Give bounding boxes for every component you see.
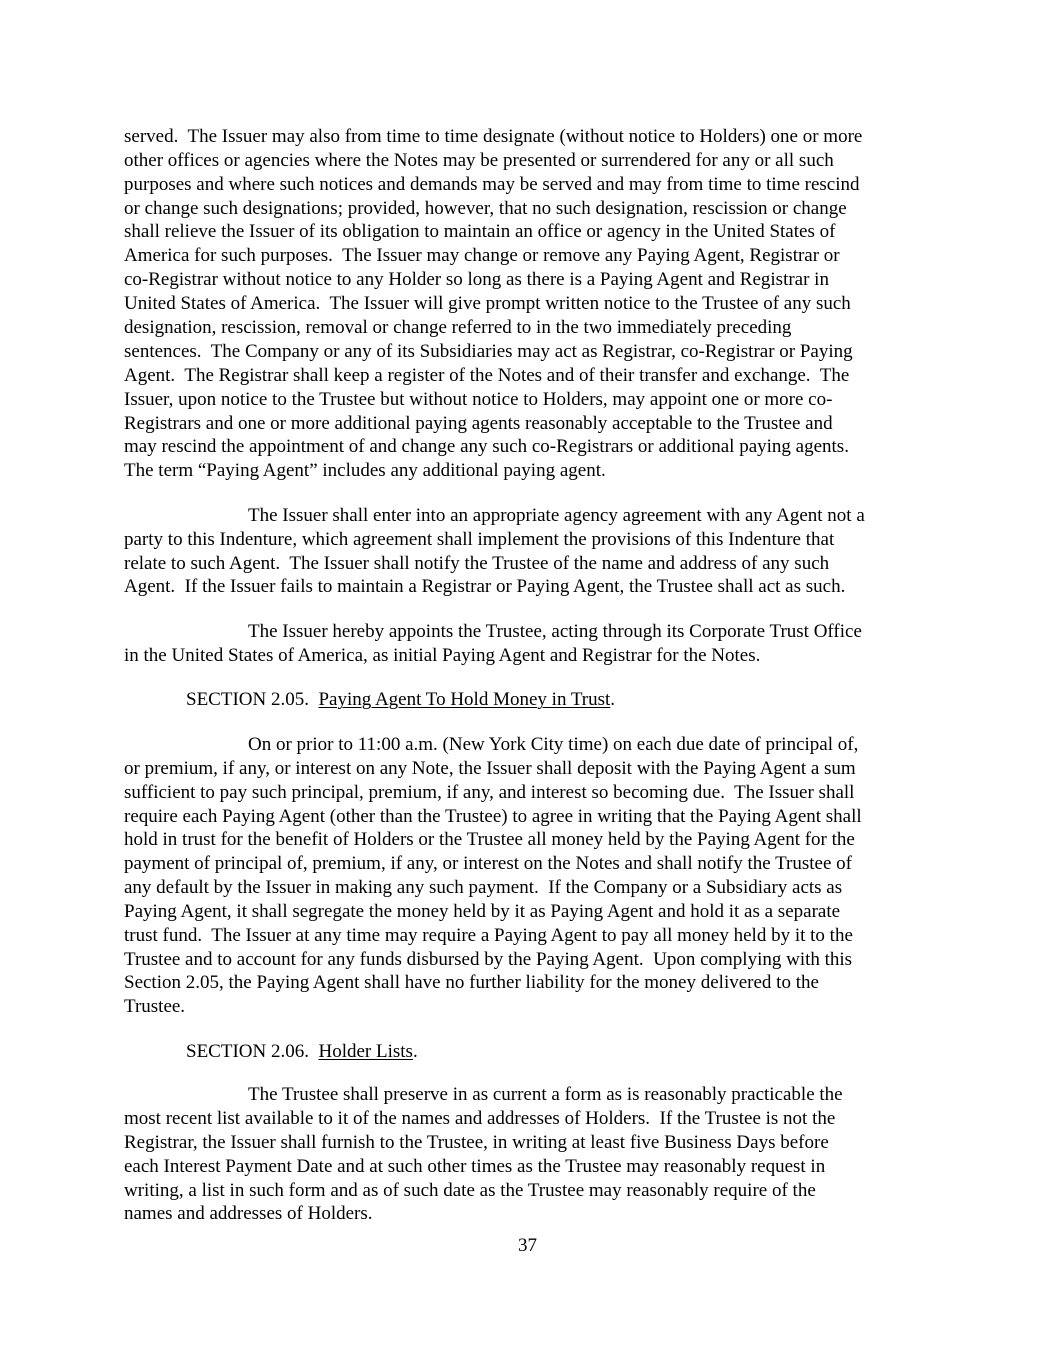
text-line: each Interest Payment Date and at such other times as the Trustee may reasonably request in xyxy=(124,1156,826,1177)
text-line: Agent. If the Issuer fails to maintain a Registrar or Paying Agent, the Trustee shall act as such. xyxy=(124,576,846,597)
text-line: The term “Paying Agent” includes any additional paying agent. xyxy=(124,460,606,481)
section-number: SECTION 2.06. xyxy=(186,1041,309,1062)
text-line: Registrars and one or more additional paying agents reasonably acceptable to the Trustee and xyxy=(124,413,833,434)
text-line: payment of principal of, premium, if any, or interest on the Notes and shall notify the Trustee of xyxy=(124,853,853,874)
text-line: The Trustee shall preserve in as current a form as is reasonably practicable the xyxy=(248,1084,843,1105)
text-line: Registrar, the Issuer shall furnish to the Trustee, in writing at least five Business Days before xyxy=(124,1132,829,1153)
text-line: may rescind the appointment of and change any such co-Registrars or additional paying agents. xyxy=(124,436,849,457)
text-line: names and addresses of Holders. xyxy=(124,1203,373,1224)
text-line: any default by the Issuer in making any such payment. If the Company or a Subsidiary acts as xyxy=(124,877,843,898)
text-line: sufficient to pay such principal, premium, if any, and interest so becoming due. The Issuer shall xyxy=(124,782,855,803)
section-title-period: . xyxy=(610,689,616,710)
section-title: Paying Agent To Hold Money in Trust xyxy=(318,689,611,710)
text-line: most recent list available to it of the names and addresses of Holders. If the Trustee is not the xyxy=(124,1108,836,1129)
text-line: trust fund. The Issuer at any time may require a Paying Agent to pay all money held by it to the xyxy=(124,925,853,946)
text-line: shall relieve the Issuer of its obligation to maintain an office or agency in the United States of xyxy=(124,221,836,242)
section-heading-2-05 xyxy=(186,688,615,712)
text-line: America for such purposes. The Issuer may change or remove any Paying Agent, Registrar or xyxy=(124,245,840,266)
text-line: Trustee. xyxy=(124,996,186,1017)
text-line: On or prior to 11:00 a.m. (New York City time) on each due date of principal of, xyxy=(248,734,859,755)
text-line: purposes and where such notices and demands may be served and may from time to time rescind xyxy=(124,174,860,195)
text-line: Issuer, upon notice to the Trustee but without notice to Holders, may appoint one or more co- xyxy=(124,389,833,410)
text-line: Section 2.05, the Paying Agent shall have no further liability for the money delivered to the xyxy=(124,972,819,993)
text-line: require each Paying Agent (other than the Trustee) to agree in writing that the Paying Agent shall xyxy=(124,806,862,827)
text-line: or change such designations; provided, however, that no such designation, rescission or change xyxy=(124,198,847,219)
text-line: co-Registrar without notice to any Holder so long as there is a Paying Agent and Registrar in xyxy=(124,269,829,290)
text-line: sentences. The Company or any of its Subsidiaries may act as Registrar, co-Registrar or Paying xyxy=(124,341,853,362)
text-line: United States of America. The Issuer will give prompt written notice to the Trustee of any such xyxy=(124,293,851,314)
text-line: Trustee and to account for any funds disbursed by the Paying Agent. Upon complying with this xyxy=(124,949,853,970)
text-line: designation, rescission, removal or change referred to in the two immediately preceding xyxy=(124,317,792,338)
text-line: served. The Issuer may also from time to time designate (without notice to Holders) one or more xyxy=(124,126,863,147)
text-line: Paying Agent, it shall segregate the money held by it as Paying Agent and hold it as a separate xyxy=(124,901,841,922)
text-line: other offices or agencies where the Notes may be presented or surrendered for any or all such xyxy=(124,150,834,171)
text-line: Agent. The Registrar shall keep a register of the Notes and of their transfer and exchange. The xyxy=(124,365,850,386)
section-title: Holder Lists xyxy=(318,1041,413,1062)
text-line: writing, a list in such form and as of such date as the Trustee may reasonably require of the xyxy=(124,1180,816,1201)
text-line: hold in trust for the benefit of Holders or the Trustee all money held by the Paying Agent for the xyxy=(124,829,855,850)
text-line: The Issuer hereby appoints the Trustee, acting through its Corporate Trust Office xyxy=(248,621,862,642)
text-line: The Issuer shall enter into an appropriate agency agreement with any Agent not a xyxy=(248,505,865,526)
text-line: relate to such Agent. The Issuer shall notify the Trustee of the name and address of any such xyxy=(124,553,830,574)
section-title-period: . xyxy=(412,1041,418,1062)
section-heading-2-06 xyxy=(186,1040,418,1064)
page-number: 37 xyxy=(518,1235,537,1256)
section-number: SECTION 2.05. xyxy=(186,689,309,710)
text-line: in the United States of America, as initial Paying Agent and Registrar for the Notes. xyxy=(124,645,761,666)
text-line: party to this Indenture, which agreement shall implement the provisions of this Indenture that xyxy=(124,529,835,550)
text-line: or premium, if any, or interest on any Note, the Issuer shall deposit with the Paying Agent a sum xyxy=(124,758,856,779)
